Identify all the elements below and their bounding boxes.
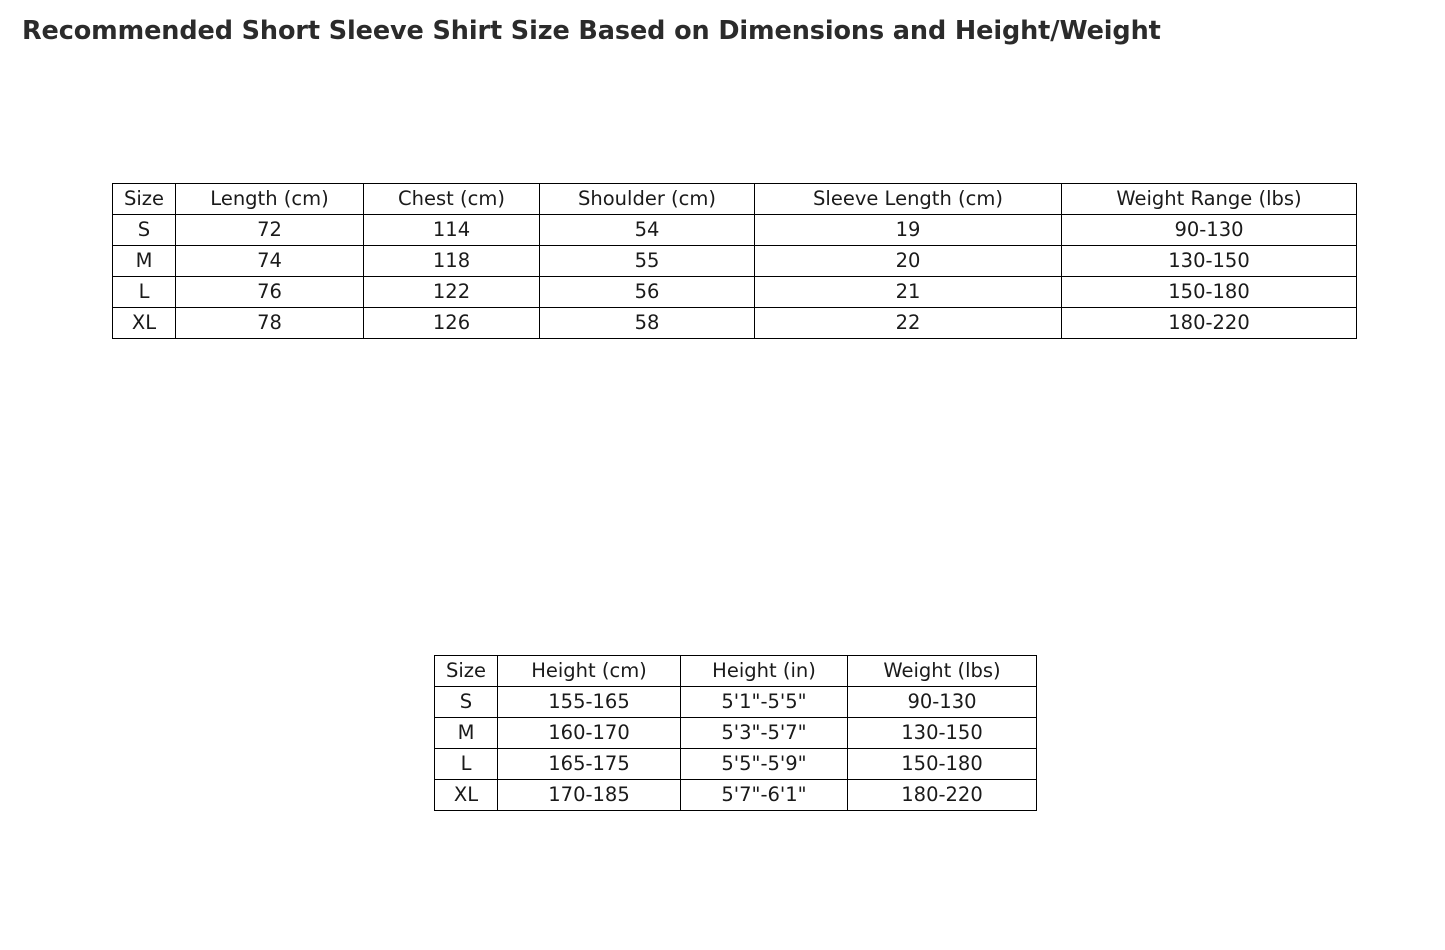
cell-chest: 122 [364,277,540,308]
table-header-row [113,184,1357,215]
cell-height-cm: 165-175 [498,749,681,780]
cell-height-in: 5'7"-6'1" [681,780,848,811]
shirt-dimensions-table [112,183,1357,339]
cell-size: S [435,687,498,718]
table-row [435,718,1037,749]
cell-size: L [435,749,498,780]
table-row [113,246,1357,277]
table-header-row [435,656,1037,687]
cell-length: 72 [176,215,364,246]
column-header-sleeve: Sleeve Length (cm) [755,184,1062,215]
table-row [113,308,1357,339]
table-row [435,780,1037,811]
column-header-size: Size [113,184,176,215]
cell-sleeve-length: 19 [755,215,1062,246]
table-row [435,749,1037,780]
table-row [113,215,1357,246]
column-header-height-in: Height (in) [681,656,848,687]
cell-size: L [113,277,176,308]
cell-length: 76 [176,277,364,308]
cell-sleeve-length: 21 [755,277,1062,308]
column-header-weight-range: Weight Range (lbs) [1062,184,1357,215]
cell-height-in: 5'3"-5'7" [681,718,848,749]
cell-height-cm: 170-185 [498,780,681,811]
cell-size: M [113,246,176,277]
page-title: Recommended Short Sleeve Shirt Size Based on Dimensions and Height/Weight [22,16,1161,46]
column-header-chest: Chest (cm) [364,184,540,215]
cell-shoulder: 56 [540,277,755,308]
cell-chest: 114 [364,215,540,246]
column-header-length: Length (cm) [176,184,364,215]
cell-weight-range: 180-220 [1062,308,1357,339]
cell-weight-lbs: 130-150 [848,718,1037,749]
column-header-weight-lbs: Weight (lbs) [848,656,1037,687]
cell-shoulder: 54 [540,215,755,246]
cell-weight-range: 130-150 [1062,246,1357,277]
cell-weight-lbs: 90-130 [848,687,1037,718]
cell-size: XL [113,308,176,339]
cell-length: 74 [176,246,364,277]
cell-chest: 118 [364,246,540,277]
height-weight-table [434,655,1037,811]
cell-weight-range: 90-130 [1062,215,1357,246]
cell-weight-lbs: 150-180 [848,749,1037,780]
cell-height-in: 5'5"-5'9" [681,749,848,780]
cell-height-cm: 160-170 [498,718,681,749]
cell-size: M [435,718,498,749]
column-header-shoulder: Shoulder (cm) [540,184,755,215]
cell-weight-lbs: 180-220 [848,780,1037,811]
column-header-height-cm: Height (cm) [498,656,681,687]
table-row [113,277,1357,308]
cell-chest: 126 [364,308,540,339]
cell-shoulder: 55 [540,246,755,277]
cell-shoulder: 58 [540,308,755,339]
cell-height-cm: 155-165 [498,687,681,718]
cell-weight-range: 150-180 [1062,277,1357,308]
cell-size: XL [435,780,498,811]
table-row [435,687,1037,718]
column-header-size: Size [435,656,498,687]
cell-sleeve-length: 20 [755,246,1062,277]
cell-height-in: 5'1"-5'5" [681,687,848,718]
cell-size: S [113,215,176,246]
cell-sleeve-length: 22 [755,308,1062,339]
cell-length: 78 [176,308,364,339]
